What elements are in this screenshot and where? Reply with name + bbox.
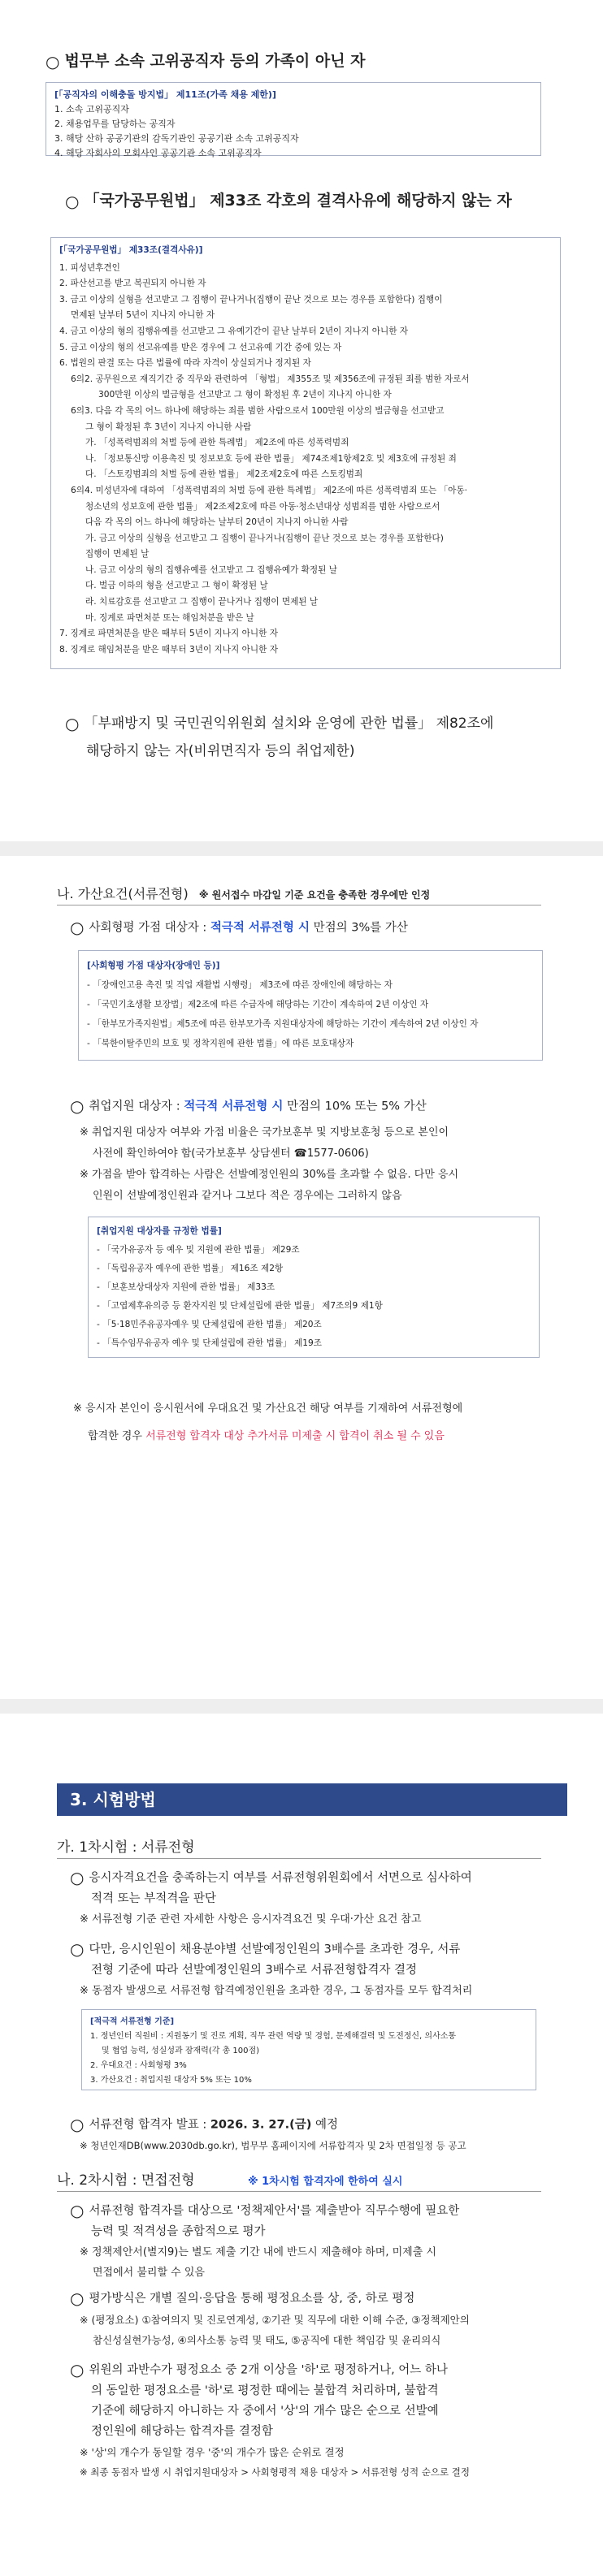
box-line: - 「5·18민주유공자예우 및 단체설립에 관한 법률」 제20조 bbox=[97, 1320, 322, 1329]
paragraph-text: 기준에 해당하지 아니하는 자 중에서 '상'의 개수 많은 순으로 선발예 bbox=[91, 2404, 439, 2418]
circle-bullet-icon: ○ bbox=[70, 1939, 85, 1959]
paragraph-text: 위원의 과반수가 평정요소 중 2개 이상을 '하'로 평정하거나, 어느 하나 bbox=[89, 2363, 448, 2377]
box-line: 6의2. 공무원으로 재직기간 중 직무와 관련하여 「형법」 제355조 및 제356조에 규정된 죄를 범한 자로서 bbox=[71, 374, 470, 384]
box-line: 가. 「성폭력범죄의 처벌 등에 관한 특례법」 제2조에 따른 성폭력범죄 bbox=[85, 438, 349, 448]
box-line: 1. 정년인터 직원비 : 지원동기 및 진로 계획, 직무 관련 역량 및 경험, 문제해결력 및 도전정신, 의사소통 bbox=[90, 2032, 457, 2041]
box-line: 4. 금고 이상의 형의 집행유예를 선고받고 그 유예기간이 끝난 날부터 2년이 지나지 아니한 자 bbox=[59, 326, 409, 336]
submission-warning bbox=[73, 1395, 462, 1450]
paragraph-text: 서류전형 합격자를 대상으로 '정책제안서'를 제출받아 직무수행에 필요한 bbox=[89, 2204, 460, 2218]
note-line: ※ 최종 동점자 발생 시 취업지원대상자 > 사회형평적 채용 대상자 > 서류전형 성적 순으로 결정 bbox=[80, 2466, 471, 2478]
box-line: - 「특수임무유공자 예우 및 단체설립에 관한 법률」 제19조 bbox=[97, 1338, 322, 1348]
section-note: ※ 1차시험 합격자에 한하여 실시 bbox=[247, 2176, 403, 2188]
item-text: 해당하지 않는 자(비위면직자 등의 취업제한) bbox=[86, 743, 355, 759]
box-line: - 「국민기초생활 보장법」제2조에 따른 수급자에 해당하는 기간이 계속하여 2년 이상인 자 bbox=[87, 1000, 429, 1009]
box-line: 6의4. 미성년자에 대하여 「성폭력범죄의 처벌 등에 관한 특례법」 제2조에 따른 성폭력범죄 또는 「아동· bbox=[71, 485, 468, 495]
circle-bullet-icon: ○ bbox=[46, 51, 60, 71]
heading-text: 법무부 소속 고위공직자 등의 가족이 아닌 자 bbox=[64, 52, 366, 70]
box-line: 2. 채용업무를 담당하는 공직자 bbox=[54, 119, 176, 129]
paragraph-text: 다만, 응시인원이 채용분야별 선발예정인원의 3배수를 초과한 경우, 서류 bbox=[89, 1943, 461, 1956]
family-law-box bbox=[46, 82, 541, 156]
section-title: 나. 2차시험 : 면접전형 bbox=[57, 2172, 195, 2189]
box-line: 8. 징계로 해임처분을 받은 때부터 3년이 지나지 아니한 자 bbox=[59, 644, 278, 655]
box-line: 나. 「정보통신망 이용촉진 및 정보보호 등에 관한 법률」 제74조제1항제2호 및 제3호에 규정된 죄 bbox=[85, 453, 457, 464]
item-text: 「부패방지 및 국민권익위원회 설치와 운영에 관한 법률」 제82조에 bbox=[84, 715, 494, 732]
screening-announcement bbox=[70, 2115, 466, 2156]
box-line: 2. 파산선고를 받고 복권되지 아니한 자 bbox=[59, 279, 206, 289]
note-line: ※ 정책제안서(별지9)는 별도 제출 기간 내에 반드시 제출해야 하며, 미제출 시 bbox=[80, 2245, 436, 2258]
box-line: 7. 징계로 파면처분을 받은 때부터 5년이 지나지 아니한 자 bbox=[59, 629, 278, 639]
circle-bullet-icon: ○ bbox=[70, 1096, 85, 1116]
box-line: 다. 벌금 이하의 형을 선고받고 그 형이 확정된 날 bbox=[85, 581, 268, 591]
exam-stage1-title bbox=[57, 1835, 195, 1856]
box-title: [취업지원 대상자를 규정한 법률] bbox=[97, 1226, 222, 1236]
box-line: 마. 징계로 파면처분 또는 해임처분을 받은 날 bbox=[85, 612, 254, 623]
section-title: 나. 가산요건(서류전형) bbox=[57, 886, 189, 901]
item-emphasis: 적극적 서류전형 시 bbox=[210, 921, 310, 935]
paragraph-text: 평가방식은 개별 질의·응답을 통해 평정요소를 상, 중, 하로 평정 bbox=[89, 2292, 415, 2306]
item-text: 만점의 10% 또는 5% 가산 bbox=[283, 1100, 427, 1113]
page-separator bbox=[0, 841, 603, 856]
stage2-paragraph3 bbox=[70, 2360, 470, 2483]
heading-disqualification bbox=[65, 188, 512, 211]
warning-emphasis: 서류전형 합격자 대상 추가서류 미제출 시 합격이 취소 될 수 있음 bbox=[145, 1430, 445, 1442]
box-line: 6의3. 다음 각 목의 어느 하나에 해당하는 죄를 범한 사람으로서 100만원 이상의 벌금형을 선고받고 bbox=[71, 405, 445, 416]
employment-law-box bbox=[88, 1217, 540, 1358]
exam-stage2-title bbox=[57, 2168, 402, 2189]
box-line: 가. 금고 이상의 실형을 선고받고 그 집행이 끝나거나(집행이 끝난 것으로 보는 경우를 포함한다) bbox=[85, 533, 444, 543]
section-bonus-title bbox=[57, 884, 430, 902]
box-line: - 「국가유공자 등 예우 및 지원에 관한 법률」 제29조 bbox=[97, 1245, 300, 1255]
divider bbox=[57, 2191, 541, 2192]
box-line: 300만원 이상의 벌금형을 선고받고 그 형이 확정된 후 2년이 지나지 아니한 자 bbox=[98, 390, 392, 400]
disqualification-law-box bbox=[50, 237, 561, 669]
note-line: ※ 취업지원 대상자 여부와 가점 비율은 국가보훈부 및 지방보훈청 등으로 본인이 bbox=[80, 1126, 449, 1139]
active-screening-criteria-box bbox=[81, 2009, 536, 2090]
item-text: 사회형평 가점 대상자 : bbox=[89, 921, 210, 935]
circle-bullet-icon: ○ bbox=[70, 2115, 85, 2134]
box-line: 3. 해당 산하 공공기관의 감독기관인 공공기관 소속 고위공직자 bbox=[54, 133, 299, 144]
circle-bullet-icon: ○ bbox=[70, 918, 85, 937]
item-emphasis: 적극적 서류전형 시 bbox=[184, 1100, 284, 1113]
box-line: 나. 금고 이상의 형의 집행유예를 선고받고 그 집행유예가 확정된 날 bbox=[85, 564, 337, 575]
box-title: [사회형평 가점 대상자(장애인 등)] bbox=[87, 961, 220, 970]
box-line: - 「독립유공자 예우에 관한 법률」 제16조 제2항 bbox=[97, 1264, 284, 1273]
box-line: 다. 「스토킹범죄의 처벌 등에 관한 법률」 제2조제2호에 따른 스토킹범죄 bbox=[85, 469, 363, 480]
box-line: 면제된 날부터 5년이 지나지 아니한 자 bbox=[71, 310, 215, 321]
stage1-paragraph2 bbox=[70, 1939, 472, 2001]
stage2-paragraph1 bbox=[70, 2201, 459, 2283]
box-line: 1. 피성년후견인 bbox=[59, 262, 120, 273]
note-line: 사전에 확인하여야 함(국가보훈부 상담센터 ☎1577-0606) bbox=[93, 1148, 369, 1160]
section-title: 가. 1차시험 : 서류전형 bbox=[57, 1839, 195, 1856]
heading-family-restriction bbox=[46, 49, 366, 71]
paragraph-text: 예정 bbox=[311, 2118, 338, 2132]
box-line: - 「보훈보상대상자 지원에 관한 법률」 제33조 bbox=[97, 1282, 275, 1292]
note-line: ※ (평정요소) ①참여의지 및 진로연계성, ②기관 및 직무에 대한 이해 수준, ③정책제안의 bbox=[80, 2313, 470, 2326]
item-text: 취업지원 대상자 : bbox=[89, 1100, 184, 1113]
note-line: ※ '상'의 개수가 동일할 경우 '중'의 개수가 많은 순위로 결정 bbox=[80, 2445, 345, 2458]
circle-bullet-icon: ○ bbox=[70, 2289, 85, 2308]
employment-support-item bbox=[70, 1096, 427, 1117]
box-title: [「공직자의 이해충돌 방지법」 제11조(가족 채용 제한)] bbox=[54, 89, 276, 100]
item-text: 만점의 3%를 가산 bbox=[310, 921, 408, 935]
circle-bullet-icon: ○ bbox=[70, 2360, 85, 2379]
box-line: - 「한부모가족지원법」제5조에 따른 한부모가족 지원대상자에 해당하는 기간이 계속하여 2년 이상인 자 bbox=[87, 1019, 479, 1029]
box-line: - 「북한이탈주민의 보호 및 정착지원에 관한 법률」에 따른 보호대상자 bbox=[87, 1039, 354, 1048]
box-line: 청소년의 성보호에 관한 법률」 제2조제2호에 따른 아동·청소년대상 성범죄를 범한 사람으로서 bbox=[85, 501, 440, 512]
note-line: ※ 청년인재DB(www.2030db.go.kr), 법무부 홈페이지에 서류합격자 및 2차 면접일정 등 공고 bbox=[80, 2139, 466, 2151]
note-line: 면접에서 불리할 수 있음 bbox=[93, 2266, 205, 2279]
box-line: 4. 해당 자회사의 모회사인 공공기관 소속 고위공직자 bbox=[54, 148, 262, 158]
note-line: ※ 동점자 발생으로 서류전형 합격예정인원을 초과한 경우, 그 동점자를 모두 합격처리 bbox=[80, 1984, 473, 1997]
announcement-date: 2026. 3. 27.(금) bbox=[210, 2118, 312, 2132]
box-title: [「국가공무원법」 제33조(결격사유)] bbox=[59, 245, 203, 255]
box-line: 라. 치료감호를 선고받고 그 집행이 끝나거나 집행이 면제된 날 bbox=[85, 597, 319, 607]
paragraph-text: 전형 기준에 따라 선발예정인원의 3배수로 서류전형합격자 결정 bbox=[91, 1963, 418, 1977]
box-line: - 「장애인고용 촉진 및 직업 재활법 시행령」 제3조에 따른 장애인에 해당하는 자 bbox=[87, 980, 393, 990]
note-line: ※ 서류전형 기준 관련 자세한 사항은 응시자격요건 및 우대·가산 요건 참고 bbox=[80, 1913, 422, 1926]
box-line: 집행이 면제된 날 bbox=[85, 549, 150, 560]
box-line: 5. 금고 이상의 형의 선고유예를 받은 경우에 그 선고유예 기간 중에 있는 자 bbox=[59, 342, 342, 352]
warning-line: ※ 응시자 본인이 응시원서에 우대요건 및 가산요건 해당 여부를 기재하여 서류전형에 bbox=[73, 1403, 463, 1415]
note-line: 참신성실현가능성, ④의사소통 능력 및 태도, ⑤공직에 대한 책임감 및 윤리의식 bbox=[93, 2333, 441, 2346]
employment-notes bbox=[80, 1122, 458, 1207]
banner-text: 3. 시험방법 bbox=[70, 1790, 156, 1809]
box-line: 1. 소속 고위공직자 bbox=[54, 104, 129, 115]
note-line: 인원이 선발예정인원과 같거나 그보다 적은 경우에는 그러하지 않음 bbox=[93, 1190, 402, 1202]
circle-bullet-icon: ○ bbox=[65, 714, 80, 733]
box-line: 3. 금고 이상의 실형을 선고받고 그 집행이 끝나거나(집행이 끝난 것으로 보는 경우를 포함한다) 집행이 bbox=[59, 294, 443, 305]
warning-text: 합격한 경우 bbox=[88, 1430, 146, 1442]
paragraph-text: 의 동일한 평정요소를 '하'로 평정한 때에는 불합격 처리하며, 불합격 bbox=[91, 2384, 439, 2397]
stage2-paragraph2 bbox=[70, 2289, 470, 2350]
anti-corruption-item bbox=[65, 710, 493, 765]
paragraph-text: 정인원에 해당하는 합격자를 결정함 bbox=[91, 2424, 273, 2438]
heading-text: 「국가공무원법」 제33조 각호의 결격사유에 해당하지 않는 자 bbox=[84, 192, 512, 210]
social-equity-box bbox=[78, 950, 543, 1061]
box-line: 6. 법원의 판결 또는 다른 법률에 따라 자격이 상실되거나 정지된 자 bbox=[59, 358, 311, 369]
circle-bullet-icon: ○ bbox=[70, 1868, 85, 1887]
paragraph-text: 능력 및 적격성을 종합적으로 평가 bbox=[91, 2224, 266, 2238]
circle-bullet-icon: ○ bbox=[65, 191, 80, 211]
divider bbox=[57, 1858, 541, 1859]
box-line: 다음 각 목의 어느 하나에 해당하는 날부터 20년이 지나지 아니한 사람 bbox=[85, 517, 349, 528]
box-line: 2. 우대요건 : 사회형평 3% bbox=[90, 2061, 187, 2070]
paragraph-text: 응시자격요건을 충족하는지 여부를 서류전형위원회에서 서면으로 심사하여 bbox=[89, 1871, 472, 1885]
box-line: 3. 가산요건 : 취업지원 대상자 5% 또는 10% bbox=[90, 2076, 252, 2085]
box-title: [적극적 서류전형 기준] bbox=[90, 2017, 175, 2026]
paragraph-text: 적격 또는 부적격을 판단 bbox=[91, 1891, 216, 1905]
circle-bullet-icon: ○ bbox=[70, 2201, 85, 2220]
page-separator bbox=[0, 1699, 603, 1714]
box-line: 그 형이 확정된 후 3년이 지나지 아니한 사람 bbox=[85, 421, 252, 432]
section-exam-method-banner bbox=[57, 1783, 567, 1816]
box-line: - 「고엽제후유의증 등 환자지원 및 단체설립에 관한 법률」 제7조의9 제1항 bbox=[97, 1301, 383, 1311]
note-line: ※ 가점을 받아 합격하는 사람은 선발예정인원의 30%를 초과할 수 없음. 다만 응시 bbox=[80, 1169, 459, 1181]
box-line: 및 협업 능력, 성실성과 잠재력(각 총 100점) bbox=[102, 2047, 260, 2055]
stage1-paragraph1 bbox=[70, 1868, 472, 1930]
social-equity-item bbox=[70, 918, 408, 939]
paragraph-text: 서류전형 합격자 발표 : bbox=[89, 2118, 210, 2132]
section-note: ※ 원서접수 마감일 기준 요건을 충족한 경우에만 인정 bbox=[198, 889, 431, 901]
